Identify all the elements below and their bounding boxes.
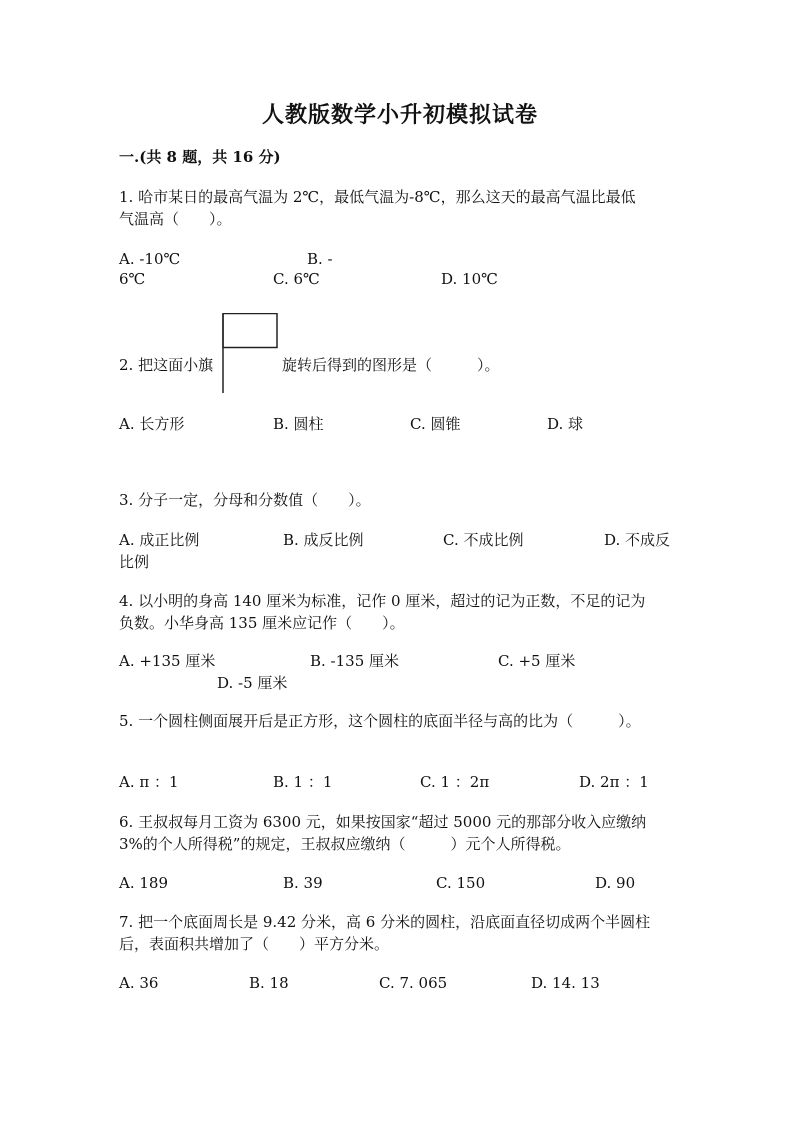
question-6-option-a: A. 189 xyxy=(119,874,168,892)
question-1-option-d: D. 10℃ xyxy=(441,270,498,288)
question-1-line-2: 气温高（ ）。 xyxy=(119,210,232,228)
question-2-option-b: B. 圆柱 xyxy=(273,415,324,433)
question-1-option-b-cont: 6℃ xyxy=(119,270,146,288)
question-5-option-b: B. 1 ：1 xyxy=(273,773,333,791)
exam-title: 人教版数学小升初模拟试卷 xyxy=(261,102,538,128)
question-4-option-a: A. +135 厘米 xyxy=(119,652,216,670)
question-6-option-c: C. 150 xyxy=(436,874,486,892)
question-6-line-1: 6. 王叔叔每月工资为 6300 元，如果按国家“超过 5000 元的那部分收入应缴纳 xyxy=(119,813,647,831)
question-6-line-2: 3%的个人所得税”的规定，王叔叔应缴纳（ ）元个人所得税。 xyxy=(119,835,571,853)
question-4-option-d: D. -5 厘米 xyxy=(217,674,288,692)
question-6-option-b: B. 39 xyxy=(283,874,323,892)
question-4-option-b: B. -135 厘米 xyxy=(310,652,400,670)
question-7-option-a: A. 36 xyxy=(119,974,159,992)
question-1-option-c: C. 6℃ xyxy=(273,270,320,288)
flag-figure xyxy=(221,313,281,393)
question-2-option-a: A. 长方形 xyxy=(119,415,185,433)
question-3-option-b: B. 成反比例 xyxy=(283,531,364,549)
question-7-option-d: D. 14. 13 xyxy=(531,974,600,992)
question-7-option-c: C. 7. 065 xyxy=(379,974,448,992)
question-1-option-b: B. - xyxy=(307,250,333,268)
question-2-option-c: C. 圆锥 xyxy=(410,415,461,433)
question-5-option-c: C. 1 ：2π xyxy=(420,773,490,791)
question-3-option-c: C. 不成比例 xyxy=(443,531,524,549)
question-2-stem-start: 2. 把这面小旗 xyxy=(119,356,214,374)
question-4-line-1: 4. 以小明的身高 140 厘米为标准，记作 0 厘米，超过的记为正数，不足的记为 xyxy=(119,592,646,610)
question-2-option-d: D. 球 xyxy=(547,415,584,433)
question-1-line-1: 1. 哈市某日的最高气温为 2℃，最低气温为-8℃，那么这天的最高气温比最低 xyxy=(119,188,636,206)
question-2-stem-end: 旋转后得到的图形是（ ）。 xyxy=(282,356,500,374)
question-1-option-a: A. -10℃ xyxy=(119,250,181,268)
question-4-line-2: 负数。小华身高 135 厘米应记作（ ）。 xyxy=(119,614,405,632)
question-5-option-d: D. 2π ：1 xyxy=(579,773,649,791)
question-7-line-2: 后，表面积共增加了（ ）平方分米。 xyxy=(119,935,390,953)
question-3-option-a: A. 成正比例 xyxy=(119,531,200,549)
question-3-option-d-cont: 比例 xyxy=(119,553,150,571)
question-5-option-a: A. π ：1 xyxy=(119,773,179,791)
question-7-line-1: 7. 把一个底面周长是 9.42 分米，高 6 分米的圆柱，沿底面直径切成两个半圆柱 xyxy=(119,913,651,931)
section-heading: 一.(共 8 题，共 16 分) xyxy=(119,148,281,166)
question-6-option-d: D. 90 xyxy=(595,874,636,892)
question-3-option-d: D. 不成反 xyxy=(604,531,671,549)
question-3-line-1: 3. 分子一定，分母和分数值（ ）。 xyxy=(119,491,371,509)
question-5-line-1: 5. 一个圆柱侧面展开后是正方形，这个圆柱的底面半径与高的比为（ ）。 xyxy=(119,712,641,730)
question-4-option-c: C. +5 厘米 xyxy=(498,652,576,670)
question-7-option-b: B. 18 xyxy=(249,974,289,992)
